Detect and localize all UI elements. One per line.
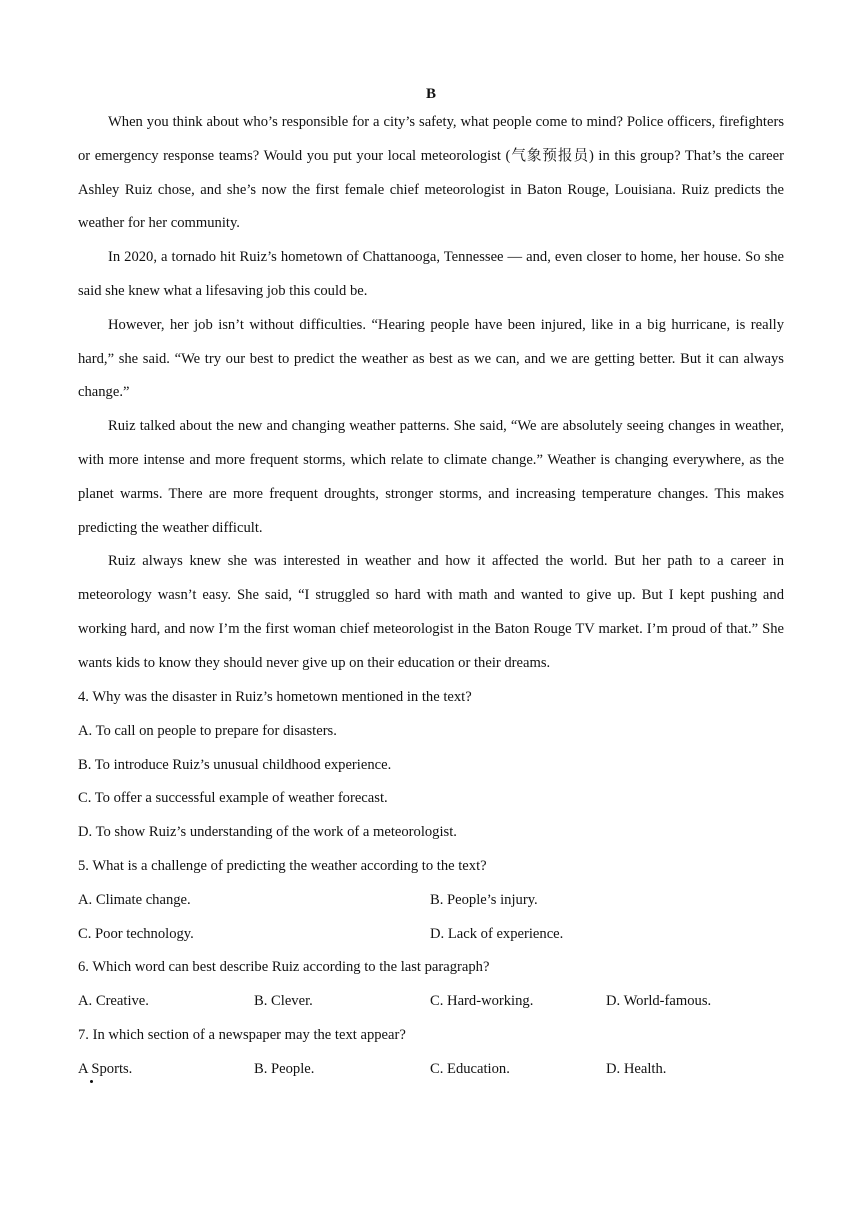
question-5-options-row-1 <box>78 884 784 918</box>
question-5-options-row-2 <box>78 918 784 952</box>
reading-passage <box>78 106 784 681</box>
question-5-stem: 5. What is a challenge of predicting the weather according to the text? <box>78 857 487 874</box>
question-7-stem: 7. In which section of a newspaper may the text appear? <box>78 1026 406 1043</box>
question-4-option-d: D. To show Ruiz’s understanding of the work of a meteorologist. <box>78 824 457 841</box>
question-6-options <box>78 985 784 1019</box>
question-6-option-a: A. Creative. <box>78 993 149 1010</box>
section-title: B <box>425 86 436 102</box>
paragraph-2: In 2020, a tornado hit Ruiz’s hometown of Chattanooga, Tennessee — and, even closer to home, her house. So she said she knew what a lifesaving job this could be. <box>78 249 784 299</box>
question-7-option-b: B. People. <box>254 1060 315 1077</box>
question-7-option-a: A Sports. <box>78 1060 133 1077</box>
paragraph-1: When you think about who’s responsible for a city’s safety, what people come to mind? Police officers, firefighters or emergency response teams? Would you put your local meteorologist (气象预报员) in this group? That’s the career Ashley Ruiz chose, and she’s now the first female chief meteorologist in Baton Rouge, Louisiana. Ruiz predicts the weather for her community. <box>78 114 784 232</box>
question-4-stem: 4. Why was the disaster in Ruiz’s hometown mentioned in the text? <box>78 689 472 705</box>
question-5-option-a: A. Climate change. <box>78 891 191 908</box>
question-5-option-c: C. Poor technology. <box>78 925 194 942</box>
question-7-option-d: D. Health. <box>606 1060 667 1077</box>
question-6-option-c: C. Hard-working. <box>430 993 534 1010</box>
question-6-option-d: D. World-famous. <box>606 993 712 1010</box>
question-5-option-d: D. Lack of experience. <box>430 925 564 942</box>
question-6-option-b: B. Clever. <box>254 993 313 1010</box>
question-5-option-b: B. People’s injury. <box>430 891 538 908</box>
questions-section <box>78 681 784 1087</box>
paragraph-4: Ruiz talked about the new and changing weather patterns. She said, “We are absolutely seeing changes in weather, with more intense and more frequent storms, which relate to climate change.” Weather is changing everywhere, as the planet warms. There are more frequent droughts, stronger storms, and increasing temperature changes. This makes predicting the weather difficult. <box>78 418 784 536</box>
question-4-option-a: A. To call on people to prepare for disasters. <box>78 722 337 739</box>
stray-dot-mark <box>90 1080 93 1083</box>
question-7-option-c: C. Education. <box>430 1060 510 1077</box>
question-7-options <box>78 1053 784 1087</box>
question-4-option-c: C. To offer a successful example of weather forecast. <box>78 790 388 807</box>
question-4-option-b: B. To introduce Ruiz’s unusual childhood experience. <box>78 756 392 773</box>
paragraph-5: Ruiz always knew she was interested in weather and how it affected the world. But her path to a career in meteorology wasn’t easy. She said, “I struggled so hard with math and wanted to give up. But I kept pushing and working hard, and now I’m the first woman chief meteorologist in the Baton Rouge TV market. I’m proud of that.” She wants kids to know they should never give up on their education or their dreams. <box>78 553 784 671</box>
question-6-stem: 6. Which word can best describe Ruiz according to the last paragraph? <box>78 959 490 976</box>
paragraph-3: However, her job isn’t without difficulties. “Hearing people have been injured, like in a big hurricane, is really hard,” she said. “We try our best to predict the weather as best as we can, and we are getting better. But it can always change.” <box>78 316 784 401</box>
